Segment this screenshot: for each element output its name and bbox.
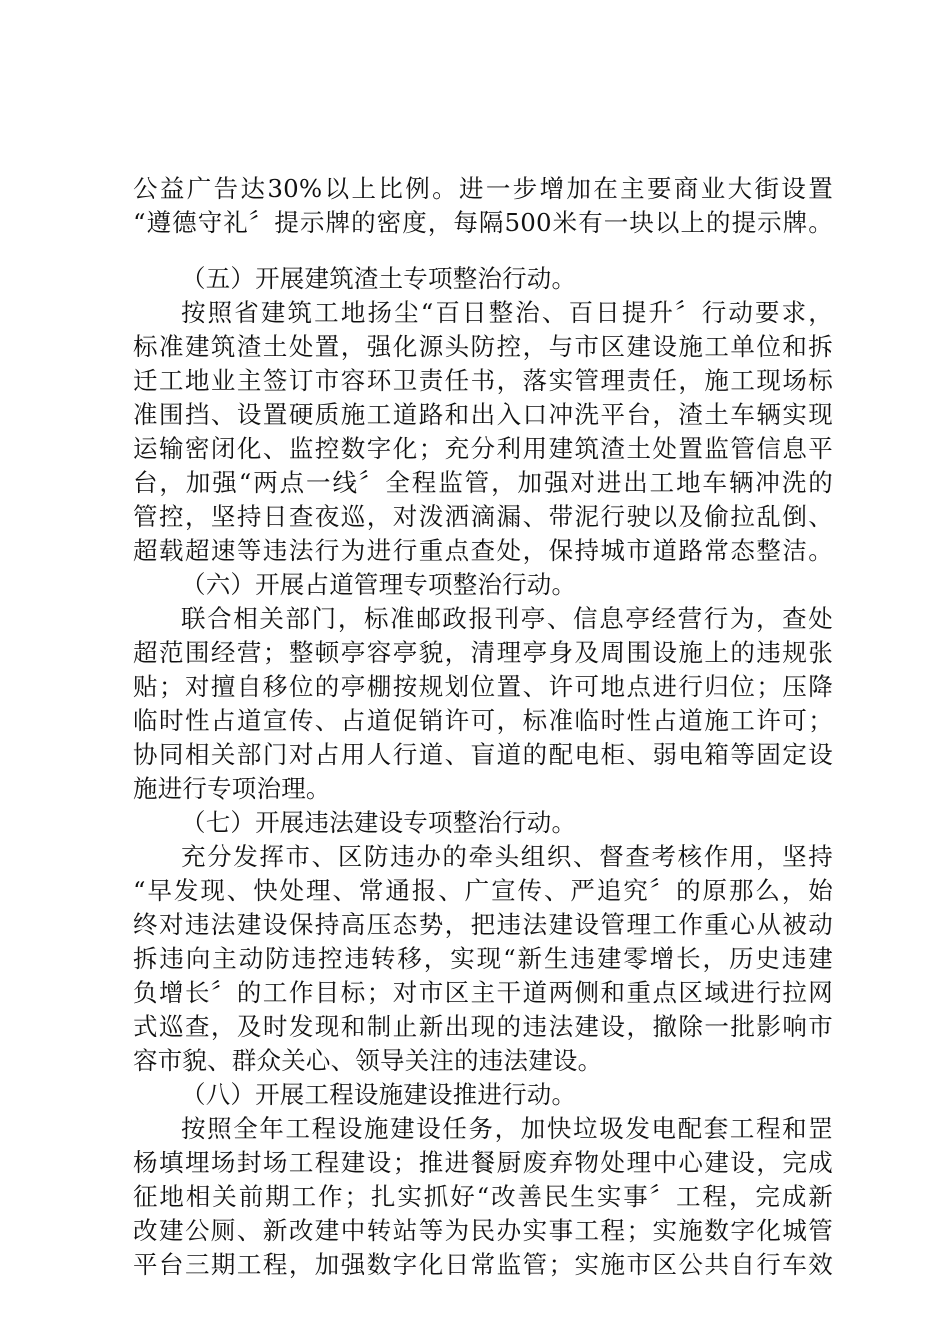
- body-line: 按照全年工程设施建设任务，加快垃圾发电配套工程和罡: [181, 1114, 833, 1143]
- body-line: 容市貌、群众关心、领导关注的违法建设。: [133, 1046, 603, 1075]
- body-line: 台，加强“两点一线〞全程监管，加强对进出工地车辆冲洗的: [133, 468, 833, 497]
- body-line: 临时性占道宣传、占道促销许可，标准临时性占道施工许可；: [133, 706, 833, 735]
- body-line: 充分发挥市、区防违办的牵头组织、督查考核作用，坚持: [181, 842, 833, 871]
- body-line: 协同相关部门对占用人行道、盲道的配电柜、弱电箱等固定设: [133, 740, 833, 769]
- body-line: 公益广告达30%以上比例。进一步增加在主要商业大街设置: [133, 174, 833, 203]
- body-line: 平台三期工程，加强数字化日常监管；实施市区公共自行车效: [133, 1250, 833, 1279]
- section-heading-8: （八）开展工程设施建设推进行动。: [181, 1080, 577, 1109]
- body-line: 超范围经营；整顿亭容亭貌，清理亭身及周围设施上的违规张: [133, 638, 833, 667]
- section-heading-7: （七）开展违法建设专项整治行动。: [181, 808, 577, 837]
- body-line: 运输密闭化、监控数字化；充分利用建筑渣土处置监管信息平: [133, 434, 833, 463]
- body-line: 超载超速等违法行为进行重点查处，保持城市道路常态整洁。: [133, 536, 833, 565]
- body-line: 式巡查，及时发现和制止新出现的违法建设，撤除一批影响市: [133, 1012, 833, 1041]
- section-heading-6: （六）开展占道管理专项整治行动。: [181, 570, 577, 599]
- body-line: 标准建筑渣土处置，强化源头防控，与市区建设施工单位和拆: [133, 332, 833, 361]
- body-line: 征地相关前期工作；扎实抓好“改善民生实事〞工程，完成新: [133, 1182, 833, 1211]
- body-line: 联合相关部门，标准邮政报刊亭、信息亭经营行为，查处: [181, 604, 833, 633]
- body-line: 拆违向主动防违控违转移，实现“新生违建零增长，历史违建: [133, 944, 833, 973]
- body-line: 施进行专项治理。: [133, 774, 331, 803]
- body-line: 准围挡、设置硬质施工道路和出入口冲洗平台，渣土车辆实现: [133, 400, 833, 429]
- body-line: 管控，坚持日查夜巡，对泼洒滴漏、带泥行驶以及偷拉乱倒、: [133, 502, 833, 531]
- body-line: 改建公厕、新改建中转站等为民办实事工程；实施数字化城管: [133, 1216, 833, 1245]
- body-line: 负增长〞的工作目标；对市区主干道两侧和重点区域进行拉网: [133, 978, 833, 1007]
- body-line: 杨填埋场封场工程建设；推进餐厨废弃物处理中心建设，完成: [133, 1148, 833, 1177]
- body-line: 终对违法建设保持高压态势，把违法建设管理工作重心从被动: [133, 910, 833, 939]
- section-heading-5: （五）开展建筑渣土专项整治行动。: [181, 264, 577, 293]
- body-line: 迁工地业主签订市容环卫责任书，落实管理责任，施工现场标: [133, 366, 833, 395]
- body-line: “早发现、快处理、常通报、广宣传、严追究〞的原那么，始: [133, 876, 833, 905]
- body-line: 按照省建筑工地扬尘“百日整治、百日提升〞行动要求，: [181, 298, 833, 327]
- body-line: “遵德守礼〞提示牌的密度，每隔500米有一块以上的提示牌。: [133, 208, 833, 237]
- body-line: 贴；对擅自移位的亭棚按规划位置、许可地点进行归位；压降: [133, 672, 833, 701]
